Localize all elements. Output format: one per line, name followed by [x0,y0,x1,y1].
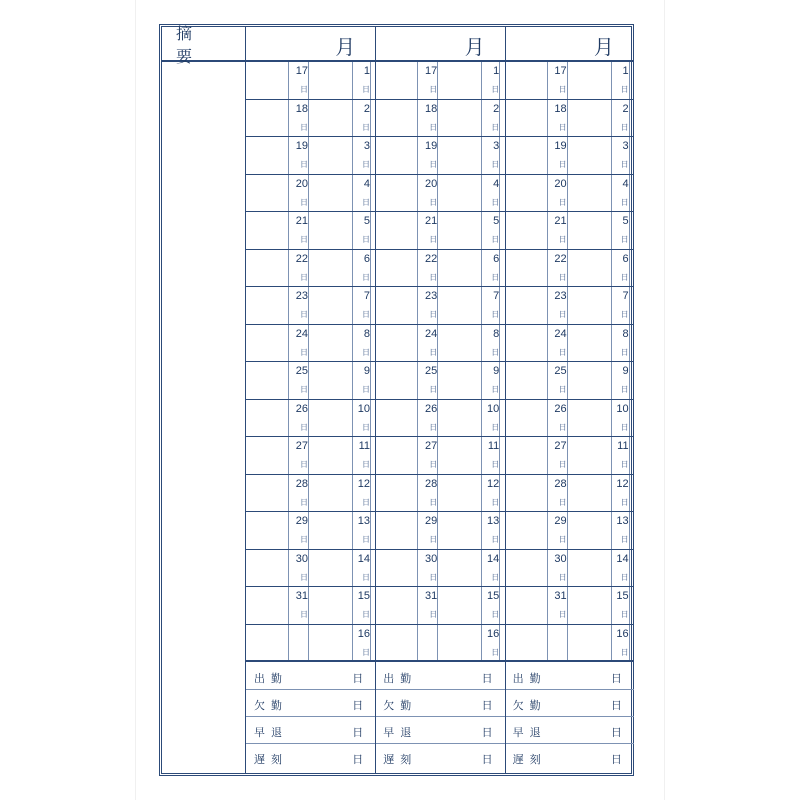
day-number: 14 [487,552,500,565]
day-number: 19 [554,140,567,152]
month-header [246,27,375,62]
day-number: 15 [357,590,370,602]
day-row [246,62,375,100]
summary-column [162,62,246,773]
summary-unit: 日 [352,753,364,766]
day-number: 16 [357,627,370,640]
day-number: 22 [295,252,308,265]
summary-label: 欠勤 [512,699,547,712]
day-unit: 日 [429,535,438,544]
summary-row [246,718,375,744]
day-number: 27 [295,440,308,452]
day-number: 20 [554,177,567,190]
day-number: 10 [616,402,629,415]
day-unit: 日 [558,610,567,619]
day-number: 17 [295,65,308,77]
day-row [505,400,634,438]
summary-label: 早退 [512,726,547,739]
day-number: 29 [554,515,567,527]
day-unit: 日 [558,197,567,207]
day-unit: 日 [620,572,629,582]
day-number: 25 [554,365,567,377]
summary-label: 出勤 [254,672,288,685]
day-number: 27 [554,440,567,452]
day-number: 12 [357,477,370,490]
day-unit: 日 [362,347,370,357]
day-number: 23 [295,290,308,302]
day-number: 8 [363,327,370,340]
day-unit: 日 [620,310,629,319]
day-number: 31 [295,590,308,602]
day-unit: 日 [429,272,438,282]
day-row [505,212,634,250]
day-number: 18 [554,102,567,115]
day-number: 29 [295,515,308,527]
day-number: 13 [487,515,500,527]
day-unit: 日 [362,160,370,169]
day-number: 2 [622,102,629,115]
day-number: 22 [554,252,567,265]
day-row [246,250,375,288]
day-number: 18 [295,102,308,115]
day-number: 5 [363,215,370,227]
month-label: 月 [464,35,485,59]
day-number: 17 [554,65,567,77]
day-grid [246,62,375,662]
day-unit: 日 [300,422,308,432]
day-number: 3 [493,140,500,152]
summary-unit: 日 [481,726,493,739]
day-row [246,437,375,475]
summary-unit: 日 [610,699,622,712]
summary-unit: 日 [610,753,622,766]
day-unit: 日 [620,497,629,507]
summary-label: 遅刻 [512,753,547,766]
day-unit: 日 [491,347,500,357]
day-row [246,212,375,250]
day-number: 21 [425,215,438,227]
month-header [505,27,634,62]
day-unit: 日 [620,647,629,657]
day-number: 15 [487,590,500,602]
summary-label: 出勤 [512,672,547,685]
day-number: 26 [425,402,438,415]
day-unit: 日 [429,422,438,432]
month-separator [505,27,506,773]
month-block [246,27,375,773]
day-number: 16 [487,627,500,640]
day-unit: 日 [558,385,567,394]
day-row [246,550,375,588]
day-unit: 日 [558,310,567,319]
day-unit: 日 [300,160,308,169]
day-number: 25 [425,365,438,377]
day-unit: 日 [429,235,438,244]
day-unit: 日 [300,535,308,544]
day-row [375,287,504,325]
day-number: 28 [425,477,438,490]
day-unit: 日 [558,422,567,432]
day-row [246,287,375,325]
summary-unit: 日 [352,672,364,685]
summary-label: 遅刻 [254,753,288,766]
summary-header-label: 摘 要 [176,23,207,66]
day-unit: 日 [491,235,500,244]
day-number: 22 [425,252,438,265]
day-unit: 日 [429,310,438,319]
day-number: 1 [493,65,500,77]
day-unit: 日 [620,235,629,244]
day-row [375,437,504,475]
day-number: 27 [425,440,438,452]
day-number: 4 [622,177,629,190]
day-unit: 日 [429,572,438,582]
day-number: 9 [363,365,370,377]
day-unit: 日 [429,610,438,619]
day-unit: 日 [300,460,308,469]
day-row [505,362,634,400]
day-number: 9 [622,365,629,377]
day-row [246,587,375,625]
summary-row [246,691,375,717]
day-number: 29 [425,515,438,527]
day-unit: 日 [491,310,500,319]
day-number: 4 [363,177,370,190]
day-number: 10 [357,402,370,415]
day-number: 20 [425,177,438,190]
day-unit: 日 [429,385,438,394]
day-row [375,550,504,588]
day-number: 12 [616,477,629,490]
day-number: 7 [493,290,500,302]
summary-row [505,691,634,717]
day-number: 4 [493,177,500,190]
day-number: 18 [425,102,438,115]
attendance-summary [505,664,634,773]
summary-label: 欠勤 [254,699,288,712]
day-row [246,475,375,513]
day-number: 14 [616,552,629,565]
day-number: 11 [487,440,500,452]
month-block [505,27,634,773]
day-unit: 日 [620,610,629,619]
day-unit: 日 [558,572,567,582]
day-unit: 日 [300,572,308,582]
day-unit: 日 [362,122,370,132]
day-unit: 日 [558,160,567,169]
day-unit: 日 [620,385,629,394]
day-unit: 日 [362,197,370,207]
day-row [375,62,504,100]
day-unit: 日 [491,197,500,207]
summary-row [246,745,375,771]
day-unit: 日 [491,572,500,582]
day-unit: 日 [300,85,308,94]
day-unit: 日 [300,497,308,507]
day-number: 30 [425,552,438,565]
attendance-summary [375,664,504,773]
day-number: 21 [295,215,308,227]
day-unit: 日 [620,160,629,169]
day-unit: 日 [620,460,629,469]
day-number: 31 [554,590,567,602]
day-unit: 日 [300,347,308,357]
day-number: 19 [295,140,308,152]
summary-label: 欠勤 [383,699,418,712]
day-unit: 日 [558,347,567,357]
day-unit: 日 [300,385,308,394]
day-number: 6 [363,252,370,265]
day-number: 13 [616,515,629,527]
day-unit: 日 [491,85,500,94]
day-unit: 日 [300,122,308,132]
day-number: 6 [622,252,629,265]
day-row [246,100,375,138]
day-row [505,325,634,363]
month-block [375,27,504,773]
summary-unit: 日 [481,699,493,712]
day-unit: 日 [429,85,438,94]
summary-header [162,23,246,66]
day-row [246,400,375,438]
summary-row [505,664,634,690]
day-unit: 日 [620,272,629,282]
day-number: 23 [554,290,567,302]
summary-row [375,691,504,717]
day-row [246,362,375,400]
summary-unit: 日 [481,753,493,766]
day-unit: 日 [620,197,629,207]
attendance-table [159,24,634,776]
day-unit: 日 [362,460,370,469]
summary-unit: 日 [352,699,364,712]
day-number: 1 [622,65,629,77]
day-number: 9 [493,365,500,377]
month-header [375,27,504,62]
day-number: 19 [425,140,438,152]
day-unit: 日 [558,272,567,282]
day-number: 1 [363,65,370,77]
day-number: 12 [487,477,500,490]
day-row [375,512,504,550]
day-row [505,625,634,663]
day-row [505,550,634,588]
day-unit: 日 [362,422,370,432]
day-unit: 日 [300,610,308,619]
day-number: 24 [295,327,308,340]
day-row [246,625,375,663]
day-unit: 日 [491,160,500,169]
day-row [505,287,634,325]
day-row [505,175,634,213]
day-row [246,512,375,550]
summary-row [375,745,504,771]
day-number: 7 [622,290,629,302]
day-row [375,212,504,250]
day-number: 15 [616,590,629,602]
day-unit: 日 [620,535,629,544]
day-unit: 日 [300,272,308,282]
day-row [246,325,375,363]
day-number: 30 [554,552,567,565]
day-unit: 日 [620,122,629,132]
day-number: 7 [363,290,370,302]
day-row [505,437,634,475]
day-row [505,137,634,175]
day-number: 3 [622,140,629,152]
day-number: 25 [295,365,308,377]
day-unit: 日 [429,122,438,132]
summary-unit: 日 [610,726,622,739]
attendance-summary [246,664,375,773]
day-number: 30 [295,552,308,565]
day-unit: 日 [491,497,500,507]
day-unit: 日 [362,235,370,244]
day-unit: 日 [620,422,629,432]
day-unit: 日 [300,235,308,244]
day-row [246,175,375,213]
month-label: 月 [335,35,356,59]
day-grid [505,62,634,662]
summary-unit: 日 [610,672,622,685]
day-row [375,325,504,363]
day-number: 28 [295,477,308,490]
day-number: 31 [425,590,438,602]
day-number: 24 [425,327,438,340]
day-row [375,250,504,288]
day-grid [375,62,504,662]
day-number: 28 [554,477,567,490]
summary-label: 出勤 [383,672,418,685]
summary-row [505,745,634,771]
day-number: 11 [358,440,370,452]
day-unit: 日 [362,610,370,619]
day-unit: 日 [491,610,500,619]
day-unit: 日 [491,272,500,282]
day-row [505,587,634,625]
day-unit: 日 [362,497,370,507]
month-separator [375,27,376,773]
day-number: 3 [363,140,370,152]
day-row [505,100,634,138]
day-unit: 日 [300,197,308,207]
day-row [375,475,504,513]
day-unit: 日 [558,497,567,507]
day-unit: 日 [620,347,629,357]
summary-row [375,718,504,744]
day-row [375,625,504,663]
day-unit: 日 [429,160,438,169]
day-row [505,512,634,550]
day-unit: 日 [300,310,308,319]
day-number: 11 [617,440,629,452]
day-unit: 日 [362,385,370,394]
summary-label: 早退 [254,726,288,739]
day-number: 23 [425,290,438,302]
day-unit: 日 [429,497,438,507]
day-unit: 日 [558,235,567,244]
summary-label: 遅刻 [383,753,418,766]
day-number: 8 [622,327,629,340]
day-number: 8 [493,327,500,340]
day-number: 14 [357,552,370,565]
day-row [375,175,504,213]
day-number: 5 [622,215,629,227]
day-number: 2 [493,102,500,115]
day-number: 2 [363,102,370,115]
day-unit: 日 [558,122,567,132]
day-unit: 日 [491,422,500,432]
day-row [375,100,504,138]
day-unit: 日 [620,85,629,94]
day-row [505,475,634,513]
day-unit: 日 [429,197,438,207]
day-unit: 日 [558,85,567,94]
day-unit: 日 [491,460,500,469]
day-number: 21 [554,215,567,227]
day-number: 17 [425,65,438,77]
day-unit: 日 [362,272,370,282]
day-row [505,250,634,288]
day-number: 24 [554,327,567,340]
day-row [375,137,504,175]
day-row [375,587,504,625]
summary-unit: 日 [352,726,364,739]
day-unit: 日 [362,535,370,544]
day-unit: 日 [362,85,370,94]
summary-row [505,718,634,744]
day-number: 26 [295,402,308,415]
day-row [246,137,375,175]
day-number: 13 [357,515,370,527]
day-unit: 日 [491,647,500,657]
day-unit: 日 [362,310,370,319]
day-unit: 日 [362,572,370,582]
summary-row [375,664,504,690]
day-number: 5 [493,215,500,227]
day-unit: 日 [491,535,500,544]
day-row [375,400,504,438]
day-unit: 日 [362,647,370,657]
day-row [375,362,504,400]
day-number: 6 [493,252,500,265]
day-row [505,62,634,100]
summary-label: 早退 [383,726,418,739]
day-number: 20 [295,177,308,190]
summary-unit: 日 [481,672,493,685]
day-unit: 日 [429,460,438,469]
day-unit: 日 [429,347,438,357]
month-label: 月 [593,35,614,59]
day-unit: 日 [491,122,500,132]
summary-row [246,664,375,690]
day-unit: 日 [558,535,567,544]
day-number: 26 [554,402,567,415]
day-unit: 日 [558,460,567,469]
day-number: 16 [616,627,629,640]
day-number: 10 [487,402,500,415]
day-unit: 日 [491,385,500,394]
